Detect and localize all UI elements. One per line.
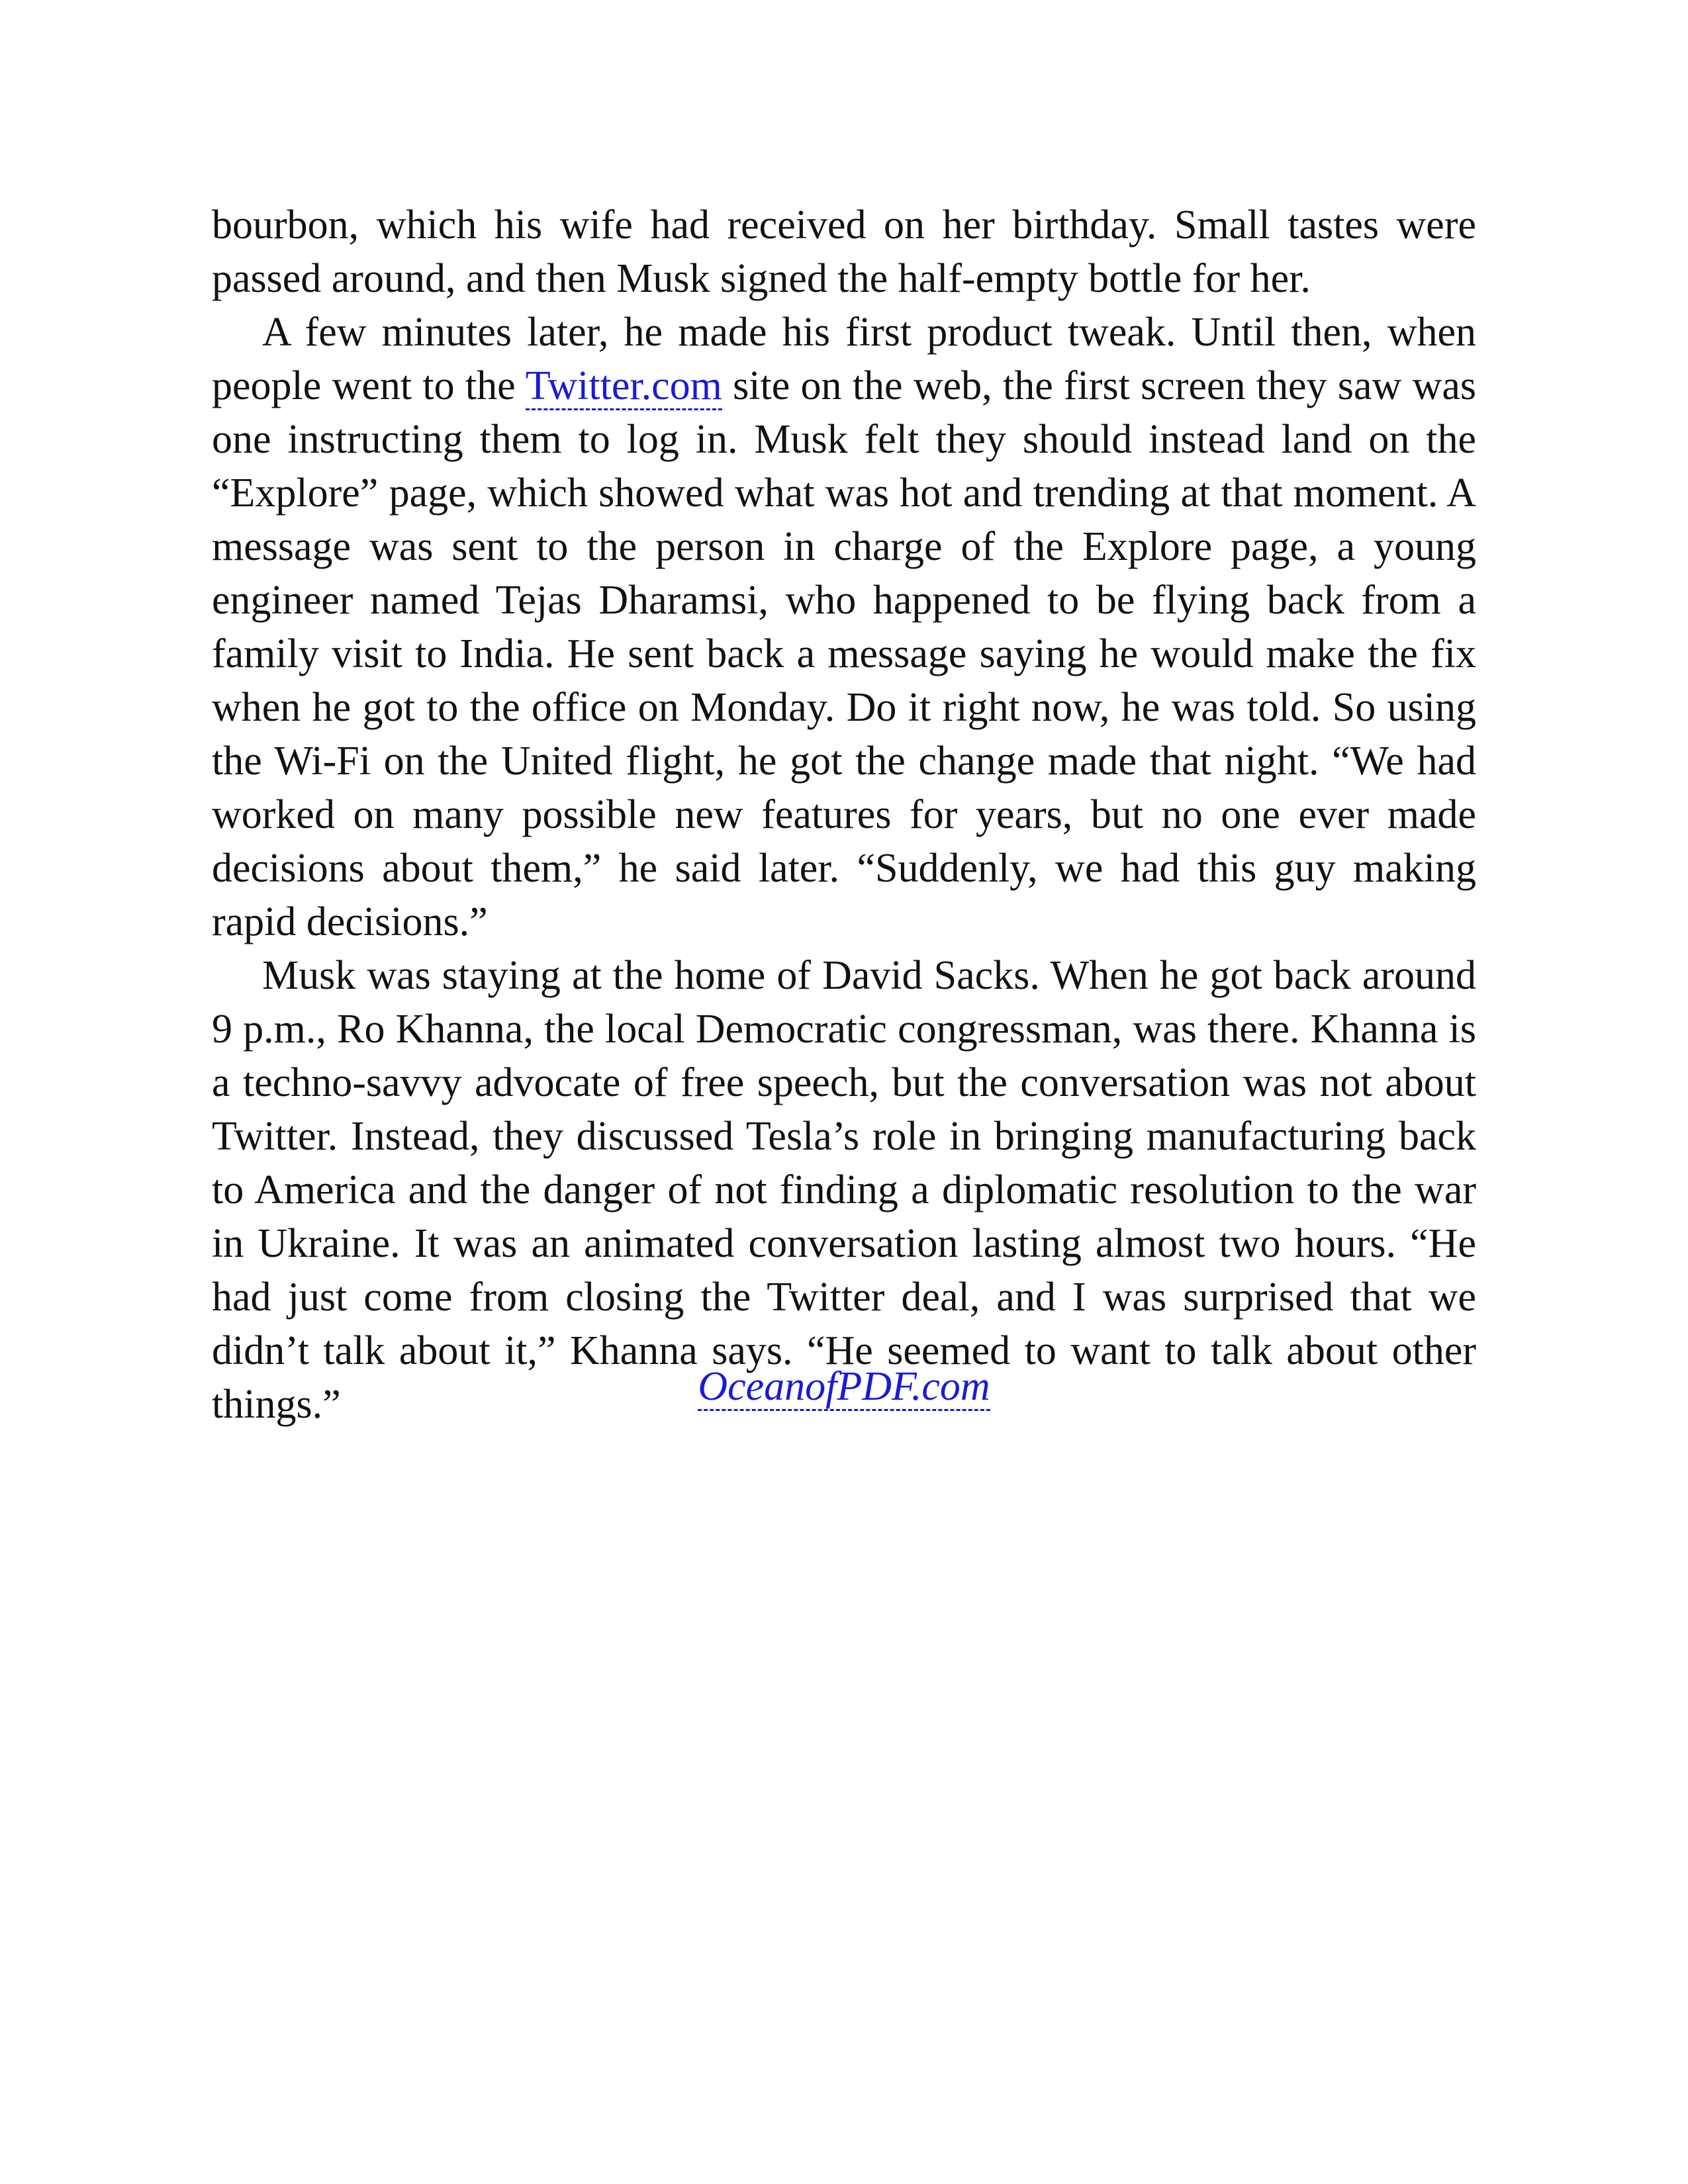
footer xyxy=(0,1360,1688,1413)
paragraph-3: Musk was staying at the home of David Sacks. When he got back around 9 p.m., Ro Khanna, the local Democratic congressman, was there. Khanna is a techno-savvy advocate of free speech, but the conversation was not about Twitter. Instead, they discussed Tesla’s role in bringing manufacturing back to America and the danger of not finding a diplomatic resolution to the war in Ukraine. It was an animated conversation lasting almost two hours. “He had just come from closing the Twitter deal, and I was surprised that we didn’t talk about it,” Khanna says. “He seemed to want to talk about other things.” xyxy=(212,953,1476,1427)
paragraph-2-text-start: A few minutes later, he made his first product tweak. Until then, when people went to the xyxy=(212,310,1476,408)
twitter-link[interactable]: Twitter.com xyxy=(526,363,722,410)
document-body xyxy=(212,199,1476,1432)
paragraph-2-text-end: site on the web, the first screen they saw was one instructing them to log in. Musk felt they should instead land on the “Explore” page, which showed what was hot and trending at that moment. A message was sent to the person in charge of the Explore page, a young engineer named Tejas Dharamsi, who happened to be flying back from a family visit to India. He sent back a message saying he would make the fix when he got to the office on Monday. Do it right now, he was told. So using the Wi-Fi on the United flight, he got the change made that night. “We had worked on many possible new features for years, but no one ever made decisions about them,” he said later. “Suddenly, we had this guy making rapid decisions.” xyxy=(212,363,1476,944)
paragraph-2 xyxy=(212,306,1476,949)
paragraph-1: bourbon, which his wife had received on her birthday. Small tastes were passed around, and then Musk signed the half-empty bottle for her. xyxy=(212,203,1476,301)
oceanofpdf-link[interactable]: OceanofPDF.com xyxy=(698,1364,990,1411)
